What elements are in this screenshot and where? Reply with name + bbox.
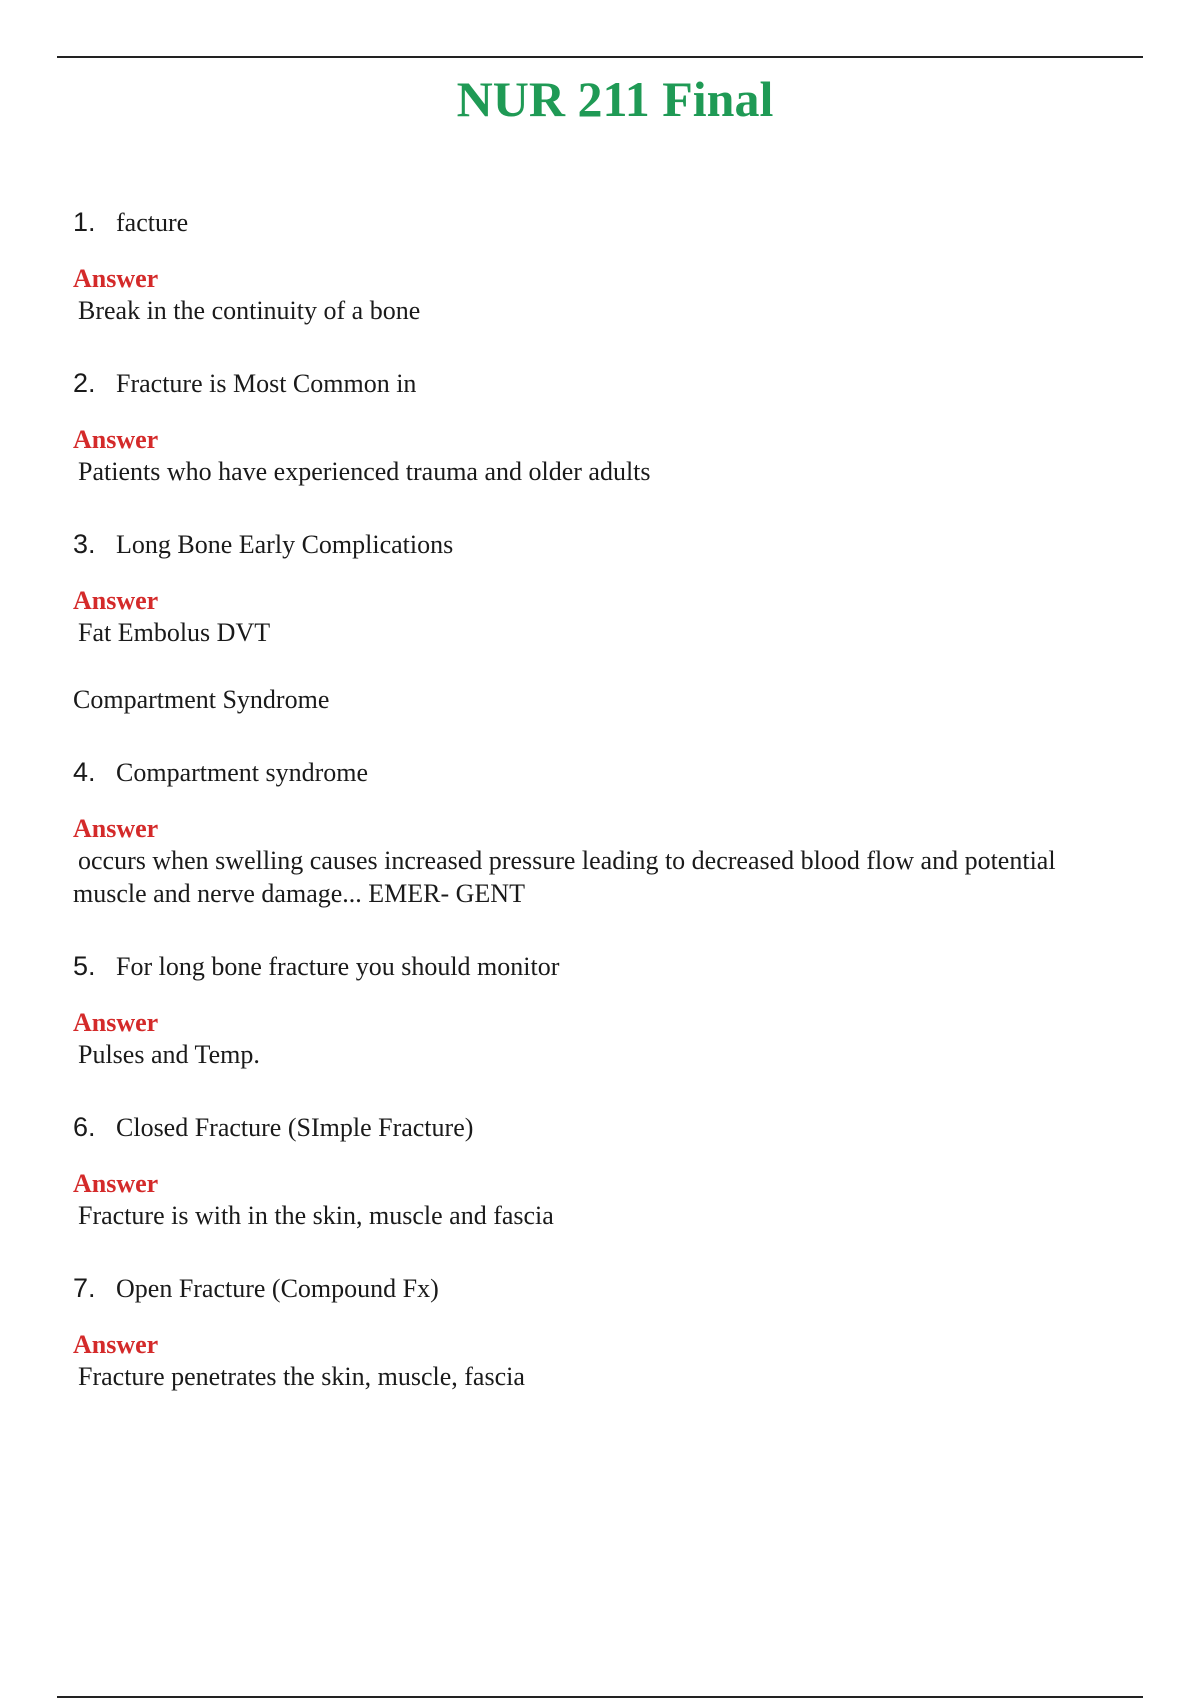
question-text: Fracture is Most Common in [116, 369, 417, 398]
answer-text: Fracture is with in the skin, muscle and fascia [78, 1201, 554, 1230]
qa-item-6 [73, 1109, 1133, 1232]
answer-label: Answer [73, 586, 159, 615]
question-text: Compartment syndrome [116, 758, 369, 787]
answer-text: occurs when swelling causes increased pressure leading to decreased blood flow and potential muscle and nerve damage... EMER- GENT [73, 846, 1056, 908]
question-number: 4. [73, 757, 96, 787]
question-text: Long Bone Early Complications [116, 530, 454, 559]
answer-label: Answer [73, 1330, 159, 1359]
answer-text: Patients who have experienced trauma and older adults [78, 457, 651, 486]
question [73, 754, 1133, 790]
page-title: NUR 211 Final [456, 71, 774, 127]
question-text: For long bone fracture you should monitor [116, 952, 560, 981]
qa-item-2 [73, 365, 1133, 488]
answer-label: Answer [73, 814, 159, 843]
question [73, 1109, 1133, 1145]
question-number: 5. [73, 951, 96, 981]
question [73, 365, 1133, 401]
question-number: 3. [73, 529, 96, 559]
question-number: 1. [73, 207, 96, 237]
answer-label: Answer [73, 425, 159, 454]
question-number: 7. [73, 1273, 96, 1303]
answer-text: Break in the continuity of a bone [78, 296, 421, 325]
question-number: 2. [73, 368, 96, 398]
bottom-rule [57, 1696, 1143, 1698]
qa-item-3 [73, 526, 1133, 716]
answer-extra-text: Compartment Syndrome [73, 685, 330, 714]
qa-item-5 [73, 948, 1133, 1071]
question-text: facture [116, 208, 189, 237]
qa-item-4 [73, 754, 1133, 910]
answer-label: Answer [73, 1169, 159, 1198]
top-rule [57, 56, 1143, 58]
qa-list [73, 204, 1133, 1393]
question [73, 1270, 1133, 1306]
question-number: 6. [73, 1112, 96, 1142]
answer-label: Answer [73, 264, 159, 293]
question-text: Closed Fracture (SImple Fracture) [116, 1113, 474, 1142]
answer-text: Fat Embolus DVT [78, 618, 271, 647]
answer-text: Pulses and Temp. [78, 1040, 260, 1069]
qa-item-1 [73, 204, 1133, 327]
question-text: Open Fracture (Compound Fx) [116, 1274, 439, 1303]
question [73, 526, 1133, 562]
question [73, 204, 1133, 240]
answer-text: Fracture penetrates the skin, muscle, fascia [78, 1362, 525, 1391]
qa-item-7 [73, 1270, 1133, 1393]
answer-label: Answer [73, 1008, 159, 1037]
question [73, 948, 1133, 984]
